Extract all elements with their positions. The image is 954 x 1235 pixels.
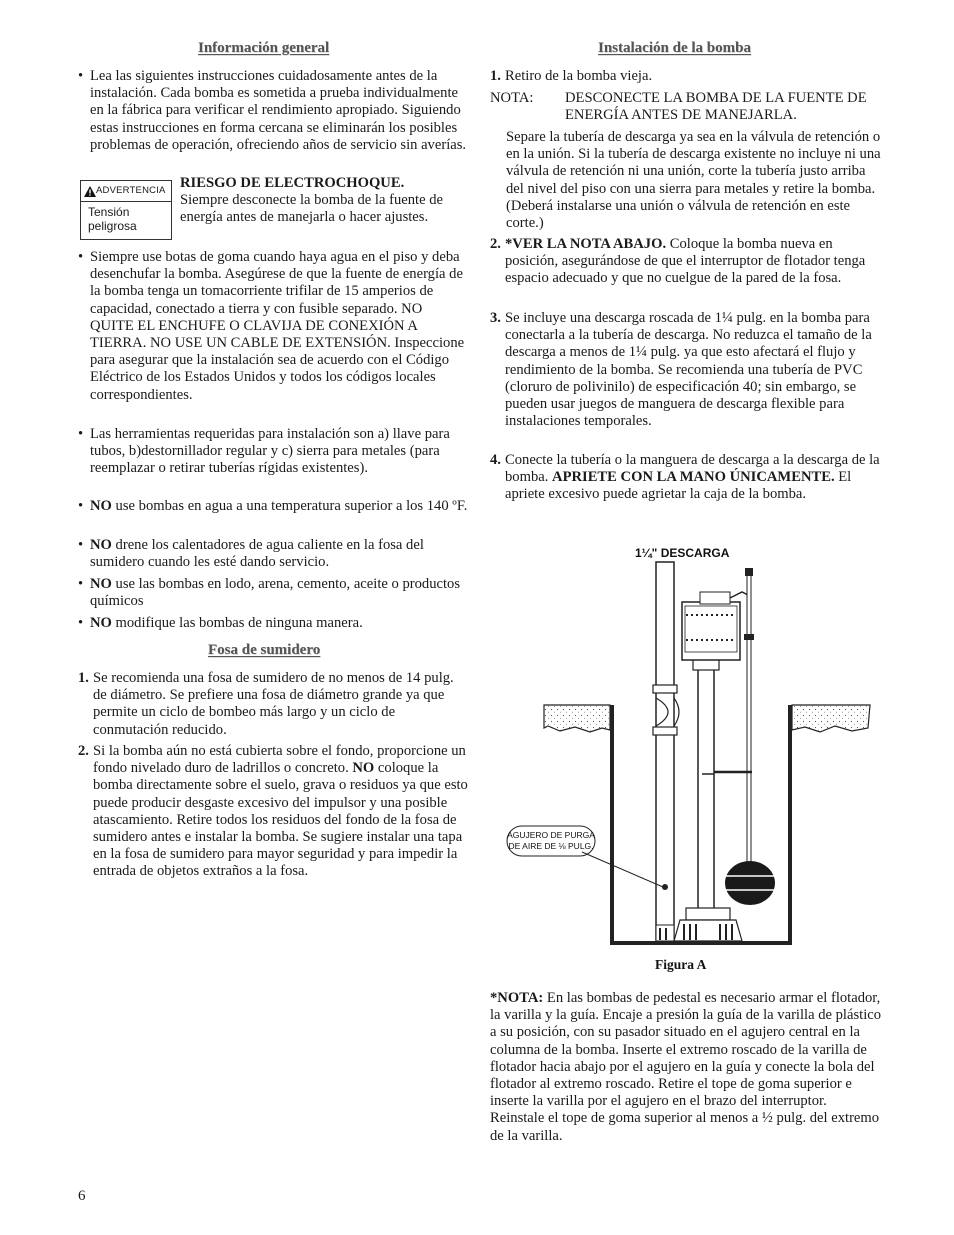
separate-pipe-text: Separe la tubería de descarga ya sea en la válvula de retención o en la unión. Si la tubería de descarga existente no incluye ni una válvula de retención ni una unión, corte la tubería justo arriba del nivel del piso con una sierra para metales y retire la bomba. (Deberá instalarse una unión o válvula de retención en este corte.) (506, 129, 881, 232)
switch-box (700, 592, 730, 604)
vent-callout-leader (582, 852, 663, 887)
pump-column (698, 660, 714, 910)
install-step-1: 1. Retiro de la bomba vieja. (490, 68, 653, 84)
install-step-3: 3. Se incluye una descarga roscada de 1¼ pulg. en la bomba para conectarla a la tubería de descarga. No reduzca el tamaño de la descarga a menos de 1¼ pulg. ya que esto afectará el flujo y rendimiento de la bomba. Se recomienda una tubería de PVC (cloruro de polivinilo) de especificación 40; sin embargo, se pueden usar juegos de manguera de descarga flexible para instalaciones temporales. (490, 310, 872, 430)
shock-title: RIESGO DE ELECTROCHOQUE. (180, 175, 405, 191)
shock-text: Siempre desconecte la bomba de la fuente de energía antes de manejarla o hacer ajustes. (180, 192, 443, 226)
pump-base (686, 908, 730, 920)
floor-left (544, 705, 610, 732)
bullet-read-instructions: • Lea las siguientes instrucciones cuidadosamente antes de la instalación. Cada bomba es sometida a prueba individualmente en la fábrica para verificar el rendimiento apropiado. Siguiendo estas instrucciones en forma cercana se eliminarán los posibles problemas de operación, ofreciendo años de servicio sin averías. (78, 68, 468, 154)
bullet-required-tools: • Las herramientas requeridas para instalación son a) llave para tubos, b)destornillador regular y c) sierra para metales (para reemplazar o retirar tuberías rígidas existentes). (78, 426, 468, 478)
floor-right (792, 705, 870, 732)
warning-text-line2: peligrosa (88, 219, 137, 233)
switch-arm (730, 592, 748, 598)
vent-label-line1: AGUJERO DE PURGA (507, 830, 595, 840)
bullet-water-heaters: • NO drene los calentadores de agua caliente en la fosa del sumidero cuando les esté dando servicio. (78, 537, 468, 571)
motor-housing (682, 602, 740, 660)
footnote-float-assembly: *NOTA: En las bombas de pedestal es necesario armar el flotador, la varilla y la guía. Encaje a presión la guía de la varilla de plástico a su posición, con su pasador situado en el agujero central en la columna de la bomba. Inserte el extremo roscado de la varilla de flotador hacia abajo por el agujero en la guía y conecte la bola del flotador al extremo roscado. Retire el tope de goma superior e inserte la varilla por el agujero en el brazo del interruptor. Reinstale el tope de goma superior al menos a ½ pulg. del extremo de la varilla. (490, 990, 882, 1144)
warning-label-box (80, 180, 172, 240)
bullet-rubber-boots: • Siempre use botas de goma cuando haya agua en el piso y deba desenchufar la bomba. Asegúrese de que la fuente de energía de la bomba tenga un tomacorriente trifilar de 15 amperios de capacidad, conectado a tierra y con fusible separado. NO QUITE EL ENCHUFE O CLAVIJA DE CONEXIÓN A TIERRA. NO USE UN CABLE DE EXTENSIÓN. Inspeccione para asegurar que la instalación sea de acuerdo con el Código Eléctrico de los Estados Unidos y todos los códigos locales correspondientes. (78, 249, 468, 404)
figure-caption: Figura A (655, 957, 707, 972)
pit-item-2: 2. Si la bomba aún no está cubierta sobre el fondo, proporcione un fondo nivelado duro de ladrillos o concreto. NO coloque la bomba directamente sobre el suelo, grava o residuos ya que esto puede producir desgaste excesivo del impulsor y una posible atascamiento. Retire todos los residuos del fondo de la fosa de sumidero antes e instalar la bomba. Se sugiere instalar una tapa en la fosa de sumidero para mayor seguridad y para impedir la entrada de objetos extraños a la fosa. (78, 743, 468, 880)
float-ball (725, 861, 775, 905)
install-step-2: 2. *VER LA NOTA ABAJO. Coloque la bomba nueva en posición, asegurándose de que el interruptor de flotador tenga espacio adecuado y que no cuelgue de la pared de la fosa. (490, 236, 866, 287)
discharge-pipe (656, 562, 674, 940)
bullet-mud-chemicals: • NO use las bombas en lodo, arena, cemento, aceite o productos químicos (78, 576, 468, 610)
warning-triangle-icon (84, 186, 96, 197)
warning-label: ADVERTENCIA (96, 185, 166, 196)
float-rod (747, 570, 751, 862)
heading-sump-pit: Fosa de sumidero (208, 642, 321, 658)
discharge-label: 1¼" DESCARGA (635, 546, 730, 560)
figure-a-pump-diagram (490, 540, 882, 980)
warning-text-line1: Tensión (88, 205, 130, 219)
install-step-4: 4. Conecte la tubería o la manguera de descarga a la descarga de la bomba. APRIETE CON LA MANO ÚNICAMENTE. El apriete excesivo puede agrietar la caja de la bomba. (490, 452, 880, 503)
bullet-water-temperature: • NO use bombas en agua a una temperatura superior a los 140 ºF. (78, 498, 468, 515)
heading-general-information: Información general (198, 40, 330, 56)
nota-text: DESCONECTE LA BOMBA DE LA FUENTE DE ENERGÍA ANTES DE MANEJARLA. (565, 90, 867, 124)
bullet-no-modify: • NO modifique las bombas de ninguna manera. (78, 615, 468, 632)
pit-wall-right (788, 705, 792, 945)
heading-pump-installation: Instalación de la bomba (598, 40, 751, 56)
vent-label-line2: DE AIRE DE ⅛ PULG. (508, 841, 594, 851)
pit-wall-left (610, 705, 614, 945)
rubber-stop-upper (744, 634, 754, 640)
pit-item-1: 1. Se recomienda una fosa de sumidero de no menos de 14 pulg. de diámetro. Se prefiere una fosa de diámetro grande ya que permite un ciclo de bombeo más largo y un ciclo de conmutación reducido. (78, 670, 454, 738)
nota-label: NOTA: (490, 90, 534, 106)
page-number: 6 (78, 1188, 86, 1204)
electric-shock-notice (180, 175, 462, 227)
